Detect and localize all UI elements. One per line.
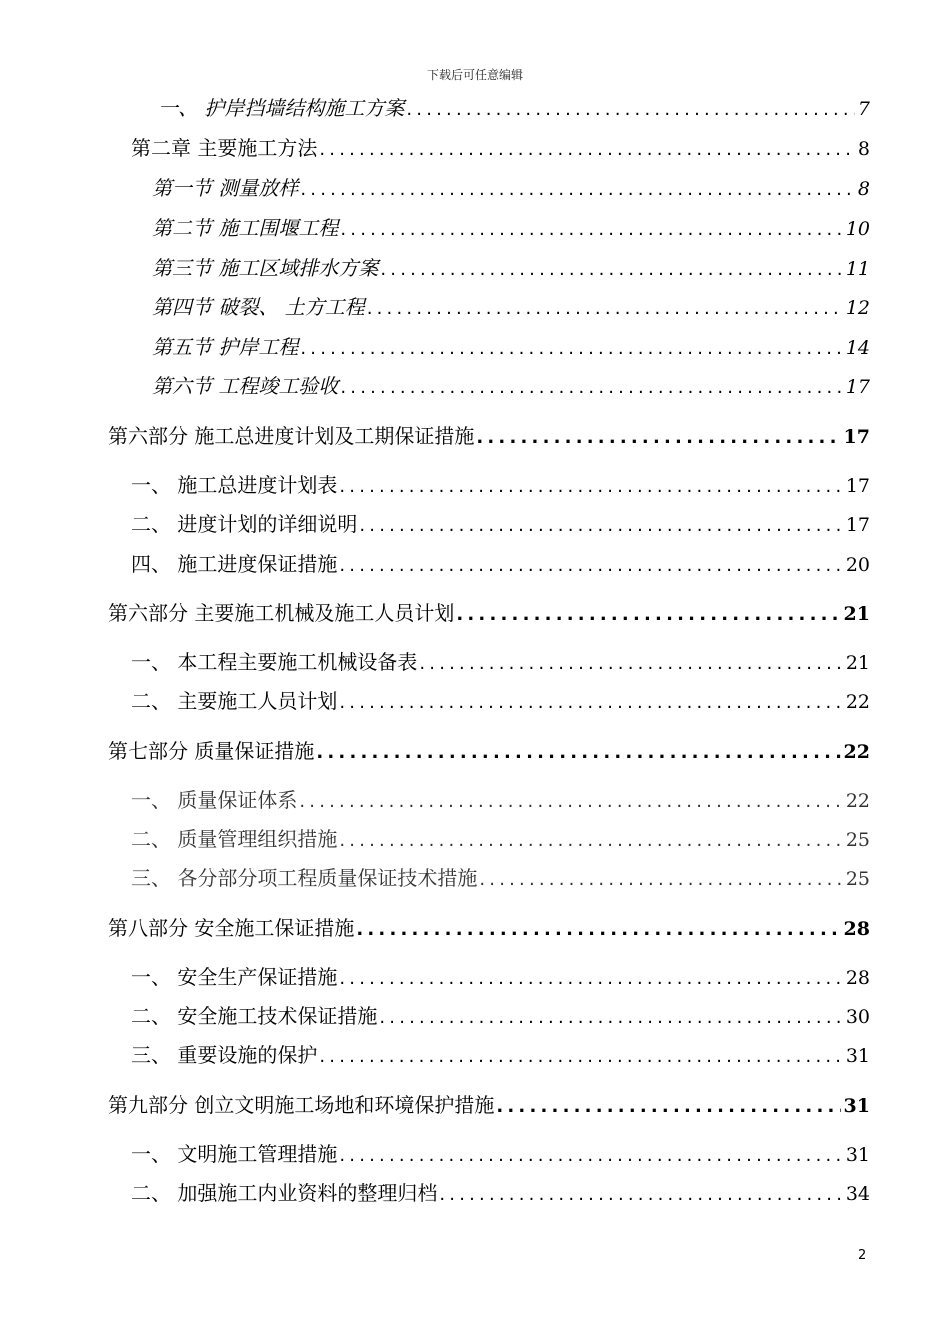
- toc-entry[interactable]: [131, 508, 870, 540]
- toc-leader-dots: [339, 1145, 842, 1166]
- toc-entry[interactable]: [158, 92, 870, 124]
- toc-leader-dots: [439, 1184, 842, 1205]
- toc-entry[interactable]: [131, 961, 870, 993]
- toc-entry[interactable]: [131, 1138, 870, 1170]
- toc-entry[interactable]: [131, 548, 870, 580]
- toc-entry[interactable]: [152, 370, 870, 402]
- toc-entry-page: 22: [845, 790, 870, 812]
- toc-entry-page: 28: [843, 918, 870, 940]
- toc-leader-dots: [379, 1007, 842, 1028]
- toc-leader-dots: [300, 338, 842, 359]
- toc-part-entry[interactable]: [108, 912, 870, 944]
- toc-entry-page: 7: [857, 98, 870, 120]
- toc-entry-title: 二、 质量管理组织措施: [131, 827, 338, 851]
- toc-entry[interactable]: [131, 646, 870, 678]
- toc-entry-title: 四、 施工进度保证措施: [131, 552, 338, 576]
- toc-entry-title: 一、 安全生产保证措施: [131, 965, 338, 989]
- toc-entry[interactable]: [131, 132, 870, 164]
- toc-entry-title: 一、 施工总进度计划表: [131, 473, 338, 497]
- toc-entry-page: 22: [843, 741, 870, 763]
- toc-entry-page: 17: [843, 426, 870, 448]
- toc-entry-title: 第六部分 主要施工机械及施工人员计划: [108, 601, 455, 625]
- toc-entry-title: 第二章 主要施工方法: [131, 136, 318, 160]
- toc-leader-dots: [419, 653, 842, 674]
- toc-entry[interactable]: [152, 172, 870, 204]
- toc-entry[interactable]: [131, 469, 870, 501]
- toc-entry-page: 25: [845, 868, 870, 890]
- toc-entry-title: 第九部分 创立文明施工场地和环境保护措施: [108, 1093, 495, 1117]
- toc-entry-title: 二、 加强施工内业资料的整理归档: [131, 1181, 438, 1205]
- toc-entry-title: 三、 各分部分项工程质量保证技术措施: [131, 866, 478, 890]
- toc-entry-title: 二、 进度计划的详细说明: [131, 512, 358, 536]
- toc-entry-page: 20: [845, 554, 870, 576]
- toc-leader-dots: [340, 219, 842, 240]
- toc-entry-page: 21: [845, 652, 870, 674]
- toc-part-entry[interactable]: [108, 735, 870, 767]
- toc-entry-page: 30: [845, 1006, 870, 1028]
- toc-entry-page: 8: [857, 138, 870, 160]
- toc-entry-title: 一、 本工程主要施工机械设备表: [131, 650, 418, 674]
- toc-leader-dots: [319, 139, 855, 160]
- toc-leader-dots: [456, 604, 840, 625]
- toc-entry[interactable]: [131, 862, 870, 894]
- toc-entry[interactable]: [131, 823, 870, 855]
- toc-leader-dots: [356, 919, 840, 940]
- toc-leader-dots: [319, 1046, 842, 1067]
- toc-leader-dots: [479, 869, 842, 890]
- toc-leader-dots: [367, 298, 843, 319]
- toc-entry[interactable]: [152, 331, 870, 363]
- toc-entry-title: 一、 护岸挡墙结构施工方案: [158, 96, 405, 120]
- toc-entry-page: 22: [845, 691, 870, 713]
- toc-leader-dots: [299, 791, 842, 812]
- toc-entry-page: 21: [843, 603, 870, 625]
- toc-part-entry[interactable]: [108, 1089, 870, 1121]
- toc-entry[interactable]: [131, 1039, 870, 1071]
- toc-part-entry[interactable]: [108, 597, 870, 629]
- toc-entry-title: 第八部分 安全施工保证措施: [108, 916, 355, 940]
- toc-entry-title: 第七部分 质量保证措施: [108, 739, 315, 763]
- toc-entry-title: 第六节 工程竣工验收: [152, 374, 339, 398]
- toc-entry-page: 14: [845, 337, 870, 359]
- toc-leader-dots: [339, 476, 842, 497]
- toc-entry-title: 第六部分 施工总进度计划及工期保证措施: [108, 424, 475, 448]
- toc-leader-dots: [476, 427, 840, 448]
- toc-entry-page: 34: [845, 1183, 870, 1205]
- toc-entry-title: 第二节 施工围堰工程: [152, 216, 339, 240]
- toc-entry-title: 三、 重要设施的保护: [131, 1043, 318, 1067]
- toc-leader-dots: [380, 259, 842, 280]
- toc-entry-page: 25: [845, 829, 870, 851]
- page-header: 下载后可任意编辑: [426, 68, 523, 82]
- toc-entry-title: 第三节 施工区域排水方案: [152, 256, 379, 280]
- toc-leader-dots: [339, 830, 842, 851]
- toc-entry-page: 17: [845, 475, 870, 497]
- toc-leader-dots: [339, 555, 842, 576]
- toc-entry-title: 二、 主要施工人员计划: [131, 689, 338, 713]
- toc-leader-dots: [406, 99, 855, 120]
- toc-leader-dots: [300, 179, 855, 200]
- toc-entry[interactable]: [131, 784, 870, 816]
- toc-entry-title: 第五节 护岸工程: [152, 335, 299, 359]
- toc-entry[interactable]: [131, 685, 870, 717]
- toc-leader-dots: [340, 377, 842, 398]
- toc-entry-page: 28: [845, 967, 870, 989]
- toc-part-entry[interactable]: [108, 420, 870, 452]
- toc-entry[interactable]: [152, 291, 870, 323]
- toc-leader-dots: [316, 742, 840, 763]
- toc-leader-dots: [359, 515, 842, 536]
- toc-entry-page: 31: [845, 1144, 870, 1166]
- toc-entry-title: 一、 质量保证体系: [131, 788, 298, 812]
- toc-entry-page: 17: [845, 514, 870, 536]
- toc-entry-title: 一、 文明施工管理措施: [131, 1142, 338, 1166]
- toc-leader-dots: [339, 968, 842, 989]
- toc-leader-dots: [496, 1096, 840, 1117]
- toc-entry-title: 第一节 测量放样: [152, 176, 299, 200]
- toc-entry-title: 第四节 破裂、 土方工程: [152, 295, 365, 319]
- toc-entry-page: 10: [845, 218, 870, 240]
- toc-entry[interactable]: [152, 252, 870, 284]
- toc-leader-dots: [339, 692, 842, 713]
- toc-entry-page: 8: [857, 178, 870, 200]
- page-number: 2: [858, 1248, 867, 1263]
- toc-entry-page: 17: [845, 376, 870, 398]
- toc-entry[interactable]: [131, 1177, 870, 1209]
- toc-entry[interactable]: [152, 212, 870, 244]
- toc-entry-page: 12: [845, 297, 870, 319]
- toc-entry[interactable]: [131, 1000, 870, 1032]
- toc-entry-page: 31: [845, 1045, 870, 1067]
- toc-entry-title: 二、 安全施工技术保证措施: [131, 1004, 378, 1028]
- toc-entry-page: 11: [845, 258, 870, 280]
- toc-entry-page: 31: [843, 1095, 870, 1117]
